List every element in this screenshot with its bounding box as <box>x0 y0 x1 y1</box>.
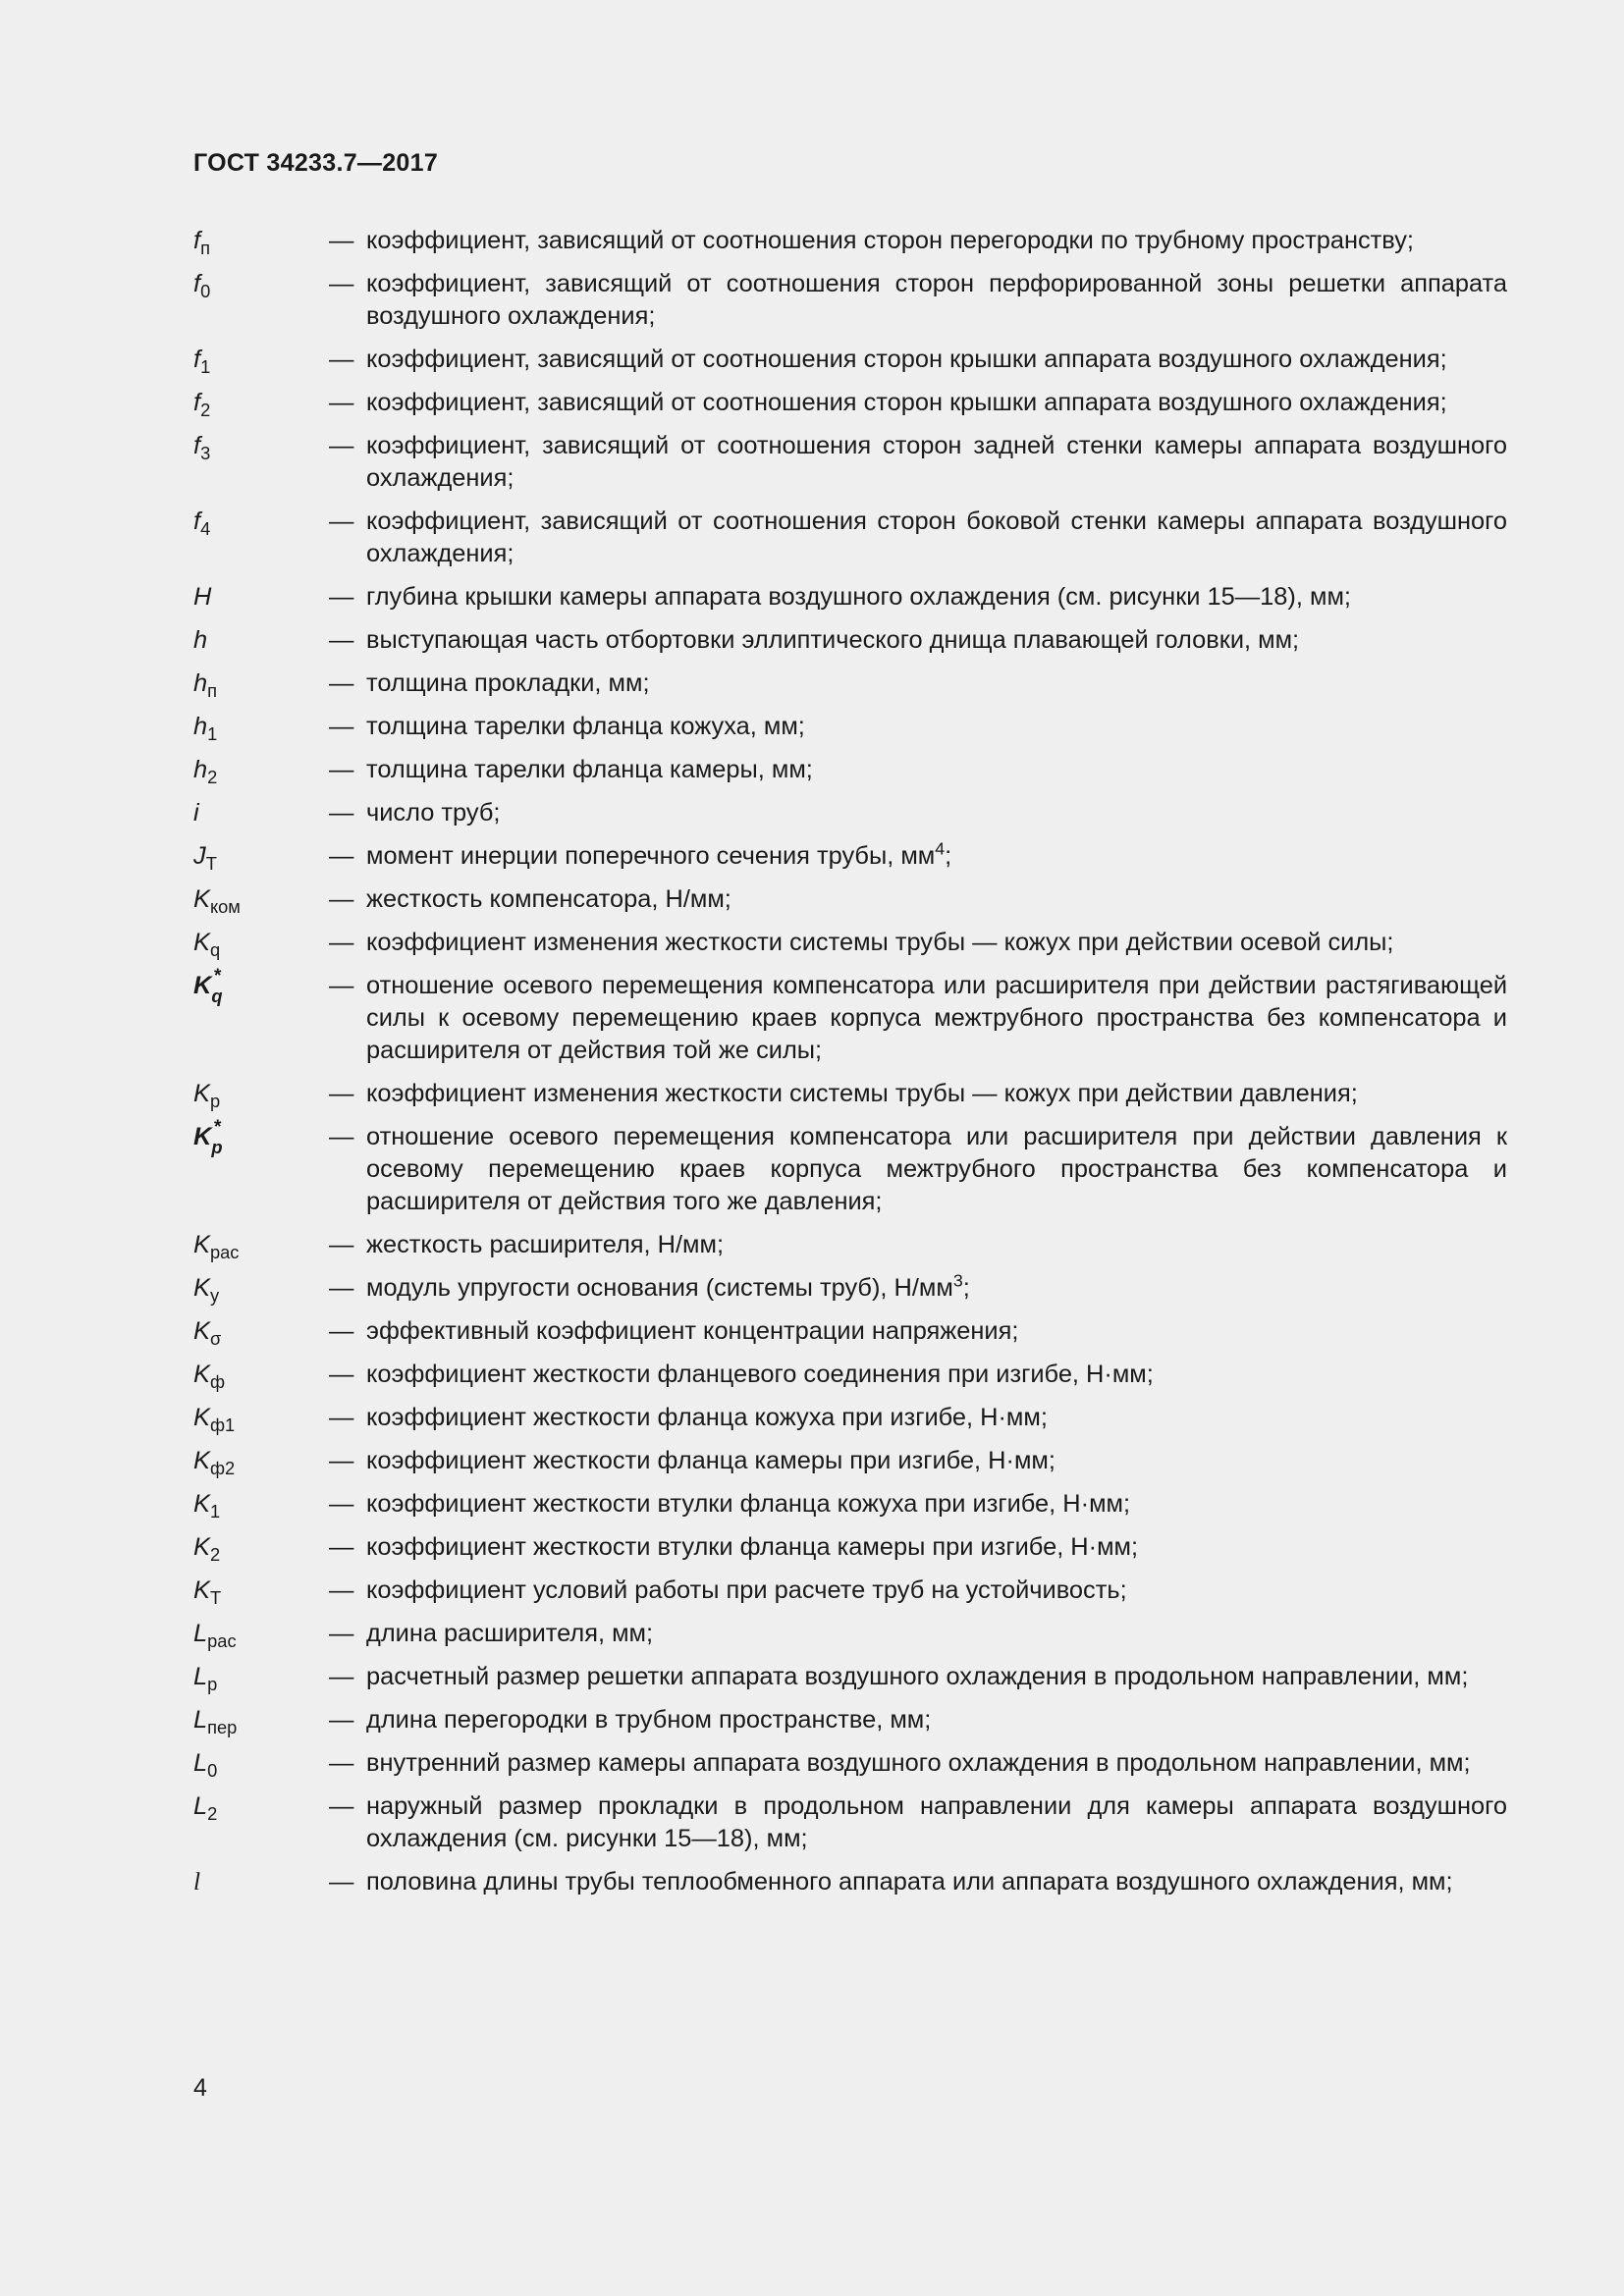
definition-text-main: коэффициент, зависящий от соотношения сторон перегородки по трубному пространству; <box>366 227 1414 254</box>
definition-text <box>366 1359 1507 1391</box>
em-dash: — <box>329 1080 354 1107</box>
definition-text-main: модуль упругости основания (системы труб), Н/мм <box>366 1274 953 1302</box>
definition-text <box>366 667 1507 700</box>
em-dash: — <box>329 1792 354 1820</box>
definition-text <box>366 1531 1507 1564</box>
symbol-subscript: 1 <box>209 1500 221 1522</box>
definition-text-main: толщина тарелки фланца кожуха, мм; <box>366 713 805 740</box>
em-dash: — <box>329 713 354 740</box>
definition-text-main: коэффициент изменения жесткости системы трубы — кожух при действии давления; <box>366 1080 1358 1107</box>
definition-text <box>366 506 1507 570</box>
symbol-subscript: у <box>209 1284 220 1306</box>
em-dash: — <box>329 885 354 913</box>
symbol-letter: f <box>193 270 201 297</box>
definition-row <box>193 1790 1507 1855</box>
em-dash: — <box>329 432 354 459</box>
symbol-letter: K <box>193 929 210 956</box>
symbol-letter: K <box>193 1490 210 1518</box>
symbol-letter: h <box>193 756 208 783</box>
em-dash: — <box>329 842 354 870</box>
definition-text <box>366 1229 1507 1261</box>
symbol-subscript: пер <box>207 1716 238 1737</box>
symbol-letter: f <box>193 346 201 373</box>
symbol-definitions-list <box>193 225 1507 1909</box>
definition-text-main: коэффициент изменения жесткости системы трубы — кожух при действии осевой силы; <box>366 929 1394 956</box>
definition-row <box>193 344 1507 376</box>
definition-row <box>193 268 1507 333</box>
symbol <box>193 225 329 257</box>
definition-row <box>193 1661 1507 1693</box>
symbol <box>193 797 329 829</box>
em-dash: — <box>329 507 354 535</box>
definition-text-main: глубина крышки камеры аппарата воздушного охлаждения (см. рисунки 15—18), мм; <box>366 583 1351 611</box>
symbol-letter: H <box>193 583 212 611</box>
definition-text <box>366 927 1507 959</box>
symbol <box>193 1272 329 1305</box>
symbol <box>193 1488 329 1521</box>
em-dash: — <box>329 1361 354 1388</box>
symbol-subscript: п <box>200 237 210 258</box>
em-dash: — <box>329 1576 354 1604</box>
symbol <box>193 667 329 700</box>
symbol-subscript: 2 <box>200 399 211 420</box>
symbol-letter: l <box>193 1868 201 1896</box>
definition-text <box>366 1488 1507 1521</box>
symbol <box>193 344 329 376</box>
symbol-letter: h <box>193 626 208 654</box>
definition-text <box>366 754 1507 786</box>
symbol <box>193 1618 329 1650</box>
symbol-letter: K <box>193 1080 210 1107</box>
definition-text-main: расчетный размер решетки аппарата воздушного охлаждения в продольном направлении, мм; <box>366 1663 1469 1690</box>
em-dash: — <box>329 756 354 783</box>
definition-row <box>193 1402 1507 1434</box>
symbol-subscript: p <box>211 1136 223 1157</box>
symbol-subscript: 1 <box>207 722 218 744</box>
symbol-subscript: рас <box>207 1629 237 1651</box>
symbol <box>193 387 329 419</box>
symbol <box>193 840 329 873</box>
symbol-letter: K <box>193 1123 212 1150</box>
symbol <box>193 430 329 462</box>
definition-text-main: коэффициент условий работы при расчете труб на устойчивость; <box>366 1576 1127 1604</box>
em-dash: — <box>329 1404 354 1431</box>
symbol-letter: K <box>193 1274 210 1302</box>
symbol <box>193 1445 329 1477</box>
definition-text-main: жесткость расширителя, Н/мм; <box>366 1231 724 1258</box>
definition-text <box>366 1661 1507 1693</box>
definition-text-main: коэффициент жесткости втулки фланца кожуха при изгибе, Н·мм; <box>366 1490 1131 1518</box>
definition-row <box>193 1618 1507 1650</box>
symbol-index <box>211 1116 231 1158</box>
symbol-letter: L <box>193 1620 208 1647</box>
definition-row <box>193 883 1507 916</box>
symbol <box>193 883 329 916</box>
definition-text-main: коэффициент жесткости втулки фланца камеры при изгибе, Н·мм; <box>366 1533 1139 1561</box>
definition-row <box>193 667 1507 700</box>
definition-text-end: ; <box>945 842 952 870</box>
symbol <box>193 927 329 959</box>
unit-exponent: 4 <box>935 838 946 859</box>
definition-text-end: ; <box>962 1274 970 1302</box>
definition-text <box>366 1402 1507 1434</box>
symbol <box>193 581 329 614</box>
symbol <box>193 268 329 300</box>
symbol <box>193 506 329 538</box>
definition-text <box>366 1445 1507 1477</box>
symbol-letter: L <box>193 1663 208 1690</box>
definition-text <box>366 1315 1507 1348</box>
definition-text-main: коэффициент, зависящий от соотношения сторон задней стенки камеры аппарата воздушного охлаждения; <box>366 432 1507 492</box>
definition-row <box>193 1747 1507 1780</box>
em-dash: — <box>329 1706 354 1734</box>
symbol-subscript: 1 <box>200 355 211 377</box>
definition-text-main: наружный размер прокладки в продольном направлении для камеры аппарата воздушного охлаждения (см. рисунки 15—18), мм; <box>366 1792 1507 1852</box>
symbol-letter: f <box>193 227 201 254</box>
definition-row <box>193 797 1507 829</box>
symbol-letter: i <box>193 799 199 827</box>
em-dash: — <box>329 972 354 999</box>
symbol-subscript: п <box>207 679 218 701</box>
definition-text <box>366 344 1507 376</box>
definition-text <box>366 1747 1507 1780</box>
definition-row <box>193 1078 1507 1110</box>
definition-row <box>193 711 1507 743</box>
symbol <box>193 754 329 786</box>
definition-text <box>366 970 1507 1067</box>
definition-row <box>193 225 1507 257</box>
symbol <box>193 711 329 743</box>
symbol-subscript: ф2 <box>209 1457 236 1478</box>
em-dash: — <box>329 799 354 827</box>
symbol-letter: f <box>193 432 201 459</box>
symbol-subscript: Т <box>209 1586 222 1608</box>
symbol-subscript: p <box>209 1090 221 1111</box>
definition-row <box>193 624 1507 657</box>
definition-text <box>366 430 1507 495</box>
definition-row <box>193 1488 1507 1521</box>
definition-text <box>366 1866 1507 1898</box>
definition-text-main: коэффициент, зависящий от соотношения сторон боковой стенки камеры аппарата воздушного охлаждения; <box>366 507 1507 567</box>
definition-text-main: длина перегородки в трубном пространстве, мм; <box>366 1706 932 1734</box>
symbol-subscript: ком <box>209 895 241 917</box>
symbol-letter: f <box>193 389 201 416</box>
definition-row <box>193 927 1507 959</box>
definition-text-main: коэффициент жесткости фланца камеры при изгибе, Н·мм; <box>366 1447 1056 1474</box>
symbol-subscript: 3 <box>200 442 211 463</box>
definition-text <box>366 1618 1507 1650</box>
symbol-subscript: рас <box>209 1241 240 1262</box>
definition-text <box>366 1121 1507 1218</box>
symbol-letter: h <box>193 669 208 697</box>
em-dash: — <box>329 1749 354 1777</box>
definition-text-main: коэффициент жесткости фланца кожуха при изгибе, Н·мм; <box>366 1404 1048 1431</box>
symbol <box>193 1790 329 1823</box>
em-dash: — <box>329 626 354 654</box>
document-header: ГОСТ 34233.7—2017 <box>193 149 439 177</box>
definition-text-main: выступающая часть отбортовки эллиптического днища плавающей головки, мм; <box>366 626 1300 654</box>
definition-row <box>193 965 1507 1067</box>
symbol-letter: K <box>193 1533 210 1561</box>
em-dash: — <box>329 1231 354 1258</box>
symbol-subscript: ф1 <box>209 1414 236 1435</box>
symbol <box>193 965 329 1007</box>
symbol <box>193 1402 329 1434</box>
symbol-letter: K <box>193 1447 210 1474</box>
definition-row <box>193 1866 1507 1898</box>
definition-text-main: число труб; <box>366 799 501 827</box>
symbol-letter: f <box>193 507 201 535</box>
definition-text <box>366 1704 1507 1736</box>
definition-text <box>366 1078 1507 1110</box>
definition-row <box>193 387 1507 419</box>
symbol <box>193 1359 329 1391</box>
em-dash: — <box>329 1663 354 1690</box>
symbol-letter: K <box>193 1576 210 1604</box>
definition-row <box>193 1575 1507 1607</box>
definition-row <box>193 1272 1507 1305</box>
symbol-letter: L <box>193 1706 208 1734</box>
definition-text-main: половина длины трубы теплообменного аппарата или аппарата воздушного охлаждения, мм; <box>366 1868 1453 1896</box>
symbol-star: * <box>213 1116 221 1138</box>
definition-text <box>366 1575 1507 1607</box>
em-dash: — <box>329 1868 354 1896</box>
symbol-subscript: 2 <box>207 1802 218 1824</box>
em-dash: — <box>329 1274 354 1302</box>
definition-text <box>366 1272 1507 1305</box>
em-dash: — <box>329 346 354 373</box>
symbol-letter: L <box>193 1792 208 1820</box>
symbol <box>193 624 329 657</box>
definition-text-main: жесткость компенсатора, Н/мм; <box>366 885 731 913</box>
em-dash: — <box>329 270 354 297</box>
symbol-subscript: q <box>211 985 223 1006</box>
definition-text-main: отношение осевого перемещения компенсатора или расширителя при действии растягивающей силы к осевому перемещению краев корпуса межтрубного пространства без компенсатора и расширителя от действия той же силы; <box>366 972 1507 1064</box>
definition-text-main: длина расширителя, мм; <box>366 1620 654 1647</box>
definition-row <box>193 754 1507 786</box>
definition-text-main: коэффициент, зависящий от соотношения сторон перфорированной зоны решетки аппарата воздушного охлаждения; <box>366 270 1507 330</box>
definition-text-main: коэффициент, зависящий от соотношения сторон крышки аппарата воздушного охлаждения; <box>366 346 1447 373</box>
definition-row <box>193 1116 1507 1218</box>
symbol-subscript: 0 <box>207 1759 218 1781</box>
em-dash: — <box>329 1123 354 1150</box>
em-dash: — <box>329 1447 354 1474</box>
em-dash: — <box>329 583 354 611</box>
symbol <box>193 1661 329 1693</box>
symbol <box>193 1747 329 1780</box>
unit-exponent: 3 <box>952 1270 963 1291</box>
symbol-letter: K <box>193 1361 210 1388</box>
definition-text-main: отношение осевого перемещения компенсатора или расширителя при действии давления к осевому перемещению краев корпуса межтрубного пространства без компенсатора и расширителя от действия того же давления; <box>366 1123 1507 1215</box>
symbol <box>193 1866 329 1898</box>
definition-row <box>193 430 1507 495</box>
symbol-letter: K <box>193 885 210 913</box>
em-dash: — <box>329 227 354 254</box>
em-dash: — <box>329 1317 354 1345</box>
symbol-subscript: σ <box>209 1327 222 1349</box>
em-dash: — <box>329 929 354 956</box>
symbol-star: * <box>213 965 221 987</box>
symbol-letter: K <box>193 1231 210 1258</box>
symbol-letter: K <box>193 1317 210 1345</box>
definition-text <box>366 797 1507 829</box>
definition-row <box>193 1359 1507 1391</box>
symbol <box>193 1704 329 1736</box>
symbol <box>193 1116 329 1158</box>
definition-text-main: коэффициент жесткости фланцевого соединения при изгибе, Н·мм; <box>366 1361 1154 1388</box>
symbol-letter: L <box>193 1749 208 1777</box>
definition-row <box>193 1531 1507 1564</box>
symbol-index <box>211 965 231 1007</box>
definition-text-main: эффективный коэффициент концентрации напряжения; <box>366 1317 1019 1345</box>
symbol-subscript: ф <box>209 1370 225 1392</box>
definition-text <box>366 840 1507 873</box>
definition-row <box>193 840 1507 873</box>
symbol-subscript: р <box>207 1673 218 1694</box>
em-dash: — <box>329 389 354 416</box>
symbol <box>193 1315 329 1348</box>
symbol-letter: J <box>193 842 206 870</box>
definition-text <box>366 1790 1507 1855</box>
definition-text <box>366 883 1507 916</box>
symbol-letter: h <box>193 713 208 740</box>
definition-row <box>193 506 1507 570</box>
symbol-subscript: Т <box>205 852 217 874</box>
symbol <box>193 1229 329 1261</box>
definition-text <box>366 711 1507 743</box>
definition-text <box>366 387 1507 419</box>
symbol <box>193 1078 329 1110</box>
symbol-subscript: 2 <box>209 1543 221 1565</box>
symbol-letter: K <box>193 972 212 999</box>
em-dash: — <box>329 669 354 697</box>
definition-text-main: коэффициент, зависящий от соотношения сторон крышки аппарата воздушного охлаждения; <box>366 389 1447 416</box>
symbol-letter: K <box>193 1404 210 1431</box>
symbol <box>193 1575 329 1607</box>
em-dash: — <box>329 1490 354 1518</box>
definition-row <box>193 1229 1507 1261</box>
symbol-subscript: 2 <box>207 766 218 787</box>
definition-text <box>366 225 1507 257</box>
definition-text-main: толщина прокладки, мм; <box>366 669 650 697</box>
symbol <box>193 1531 329 1564</box>
symbol-subscript: q <box>209 938 221 960</box>
definition-text <box>366 624 1507 657</box>
definition-text-main: внутренний размер камеры аппарата воздушного охлаждения в продольном направлении, мм; <box>366 1749 1471 1777</box>
symbol-subscript: 4 <box>200 517 211 539</box>
page-number: 4 <box>193 2074 207 2102</box>
definition-text <box>366 581 1507 614</box>
definition-text-main: толщина тарелки фланца камеры, мм; <box>366 756 813 783</box>
definition-row <box>193 1445 1507 1477</box>
definition-row <box>193 1315 1507 1348</box>
definition-text <box>366 268 1507 333</box>
definition-text-main: момент инерции поперечного сечения трубы, мм <box>366 842 936 870</box>
em-dash: — <box>329 1620 354 1647</box>
symbol-subscript: 0 <box>200 280 211 301</box>
em-dash: — <box>329 1533 354 1561</box>
definition-row <box>193 581 1507 614</box>
definition-row <box>193 1704 1507 1736</box>
